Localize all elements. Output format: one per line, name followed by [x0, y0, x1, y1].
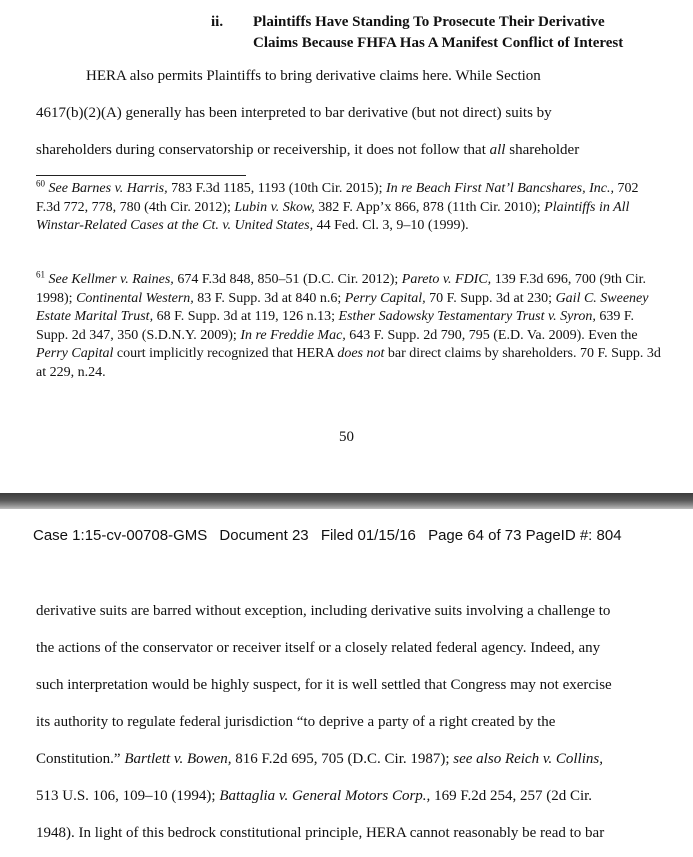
- footnote-61: $^{61}$ See Kellmer v. Raines, 674 F.3d 848, 850–51 (D.C. Cir. 2012); Pareto v. FDIC, 139 F.3d 696, 700 (9th Cir. 1998); Continental Western, 83 F. Supp. 3d at 840 n.6; Perry Capital, 70 F. Supp. 3d at 230; Gail C. Sweeney Estate Marital Trust, 68 F. Supp. 3d at 119, 126 n.13; Esther Sadowsky Testamentary Trust v. Syron, 639 F. Supp. 2d 347, 350 (S.D.N.Y. 2009); In re Freddie Mac, 643 F. Supp. 2d 790, 795 (E.D. Va. 2009). Even the Perry Capital court implicitly recognized that HERA does not bar direct claims by shareholders. 70 F. Supp. 3d at 229, n.24.: [36, 269, 661, 380]
- document-page-next: [0, 509, 693, 857]
- document-number: Document 23: [219, 527, 309, 544]
- footnote-marker: 60: [36, 178, 45, 189]
- heading-line-1: Plaintiffs Have Standing To Prosecute Their Derivative: [253, 14, 605, 30]
- body-line-6: 513 U.S. 106, 109–10 (1994); Battaglia v. General Motors Corp., 169 F.2d 254, 257 (2d Cir.: [36, 788, 593, 804]
- footnote-separator: [36, 175, 246, 176]
- page-separator: [0, 493, 693, 509]
- body-line-7: 1948). In light of this bedrock constitutional principle, HERA cannot reasonably be read to bar: [36, 825, 605, 841]
- body-line-2: 4617(b)(2)(A) generally has been interpreted to bar derivative (but not direct) suits by: [36, 105, 552, 121]
- filed-date: Filed 01/15/16: [320, 527, 416, 544]
- body-line-5: Constitution.” Bartlett v. Bowen, 816 F.2d 695, 705 (D.C. Cir. 1987); see also Reich v. Collins,: [36, 751, 603, 767]
- heading-line-2: Claims Because FHFA Has A Manifest Conflict of Interest: [253, 35, 624, 51]
- page-info: Page 64 of 73 PageID #: 804: [428, 527, 622, 544]
- body-line-2: the actions of the conservator or receiver itself or a closely related federal agency. Indeed, any: [36, 640, 601, 656]
- body-line-3: shareholders during conservatorship or receivership, it does not follow that all shareholder: [36, 142, 580, 158]
- footnote-60: $^{60}$ See Barnes v. Harris, 783 F.3d 1185, 1193 (10th Cir. 2015); In re Beach First Nat’l Bancshares, Inc., 702 F.3d 772, 778, 780 (4th Cir. 2012); Lubin v. Skow, 382 F. App’x 866, 878 (11th Cir. 2010); Plaintiffs in All Winstar-Related Cases at the Ct. v. United States, 44 Fed. Cl. 3, 9–10 (1999).: [36, 178, 639, 233]
- body-line-4: its authority to regulate federal jurisdiction “to deprive a party of a right created by the: [36, 714, 556, 730]
- body-line-1: HERA also permits Plaintiffs to bring derivative claims here. While Section: [86, 68, 541, 84]
- body-line-1: derivative suits are barred without exception, including derivative suits involving a challenge to: [36, 603, 611, 619]
- footnote-marker: 61: [36, 269, 45, 280]
- page-number: 50: [339, 429, 354, 445]
- case-header: [33, 527, 630, 544]
- case-number: Case 1:15-cv-00708-GMS: [33, 527, 208, 544]
- body-line-3: such interpretation would be highly suspect, for it is well settled that Congress may not exercise: [36, 677, 612, 693]
- heading-number: ii.: [211, 14, 224, 30]
